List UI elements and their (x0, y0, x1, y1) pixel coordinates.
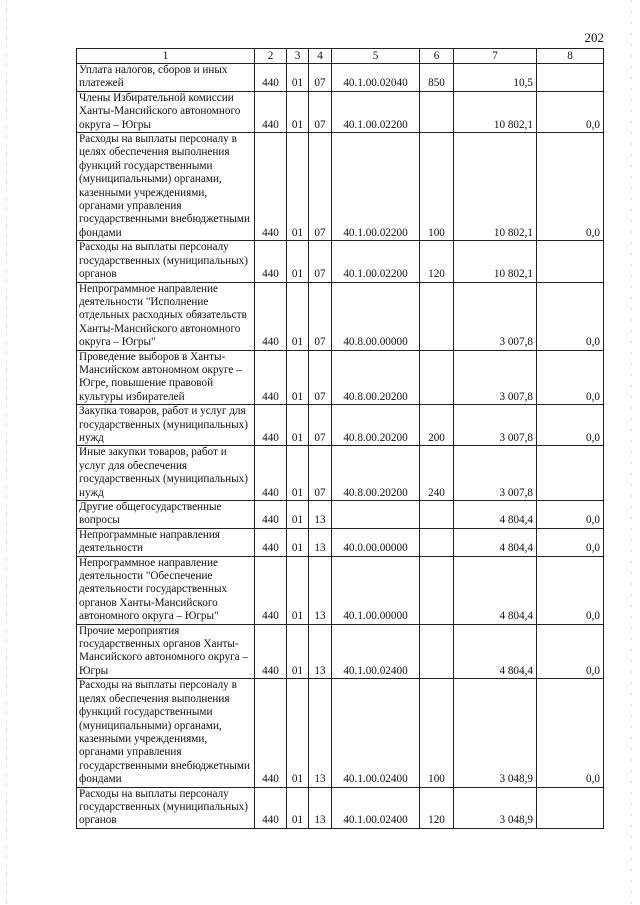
cell-amount-federal (537, 64, 604, 92)
header-row (77, 49, 604, 64)
cell-section: 01 (287, 350, 309, 405)
scan-edge-right (631, 0, 632, 905)
cell-ministry: 440 (255, 405, 287, 446)
row-name: Расходы на выплаты персоналу государственных (муниципальных) органов (77, 787, 255, 828)
table-row (77, 91, 604, 132)
table-body (77, 64, 604, 829)
cell-amount: 10 802,1 (454, 133, 537, 241)
cell-section: 01 (287, 787, 309, 828)
cell-subsection: 07 (309, 405, 332, 446)
cell-section: 01 (287, 624, 309, 679)
cell-amount-federal: 0,0 (537, 405, 604, 446)
table-row (77, 133, 604, 241)
cell-amount-federal (537, 446, 604, 501)
row-name: Расходы на выплаты персоналу в целях обеспечения выполнения функций государственными (муниципальными) органами, казенными учреждениями, органами управления государственными внебюджетными фондами (77, 133, 255, 241)
cell-subsection: 07 (309, 241, 332, 282)
cell-amount-federal: 0,0 (537, 350, 604, 405)
cell-target-item: 40.8.00.20200 (332, 350, 420, 405)
row-name: Члены Избирательной комиссии Ханты-Мансийского автономного округа – Югры (77, 91, 255, 132)
cell-amount: 3 048,9 (454, 787, 537, 828)
table-row (77, 405, 604, 446)
table-row (77, 350, 604, 405)
table-row (77, 556, 604, 624)
cell-amount: 3 007,8 (454, 282, 537, 350)
cell-amount: 4 804,4 (454, 556, 537, 624)
row-name: Прочие мероприятия государственных органов Ханты-Мансийского автономного округа – Югры (77, 624, 255, 679)
row-name: Уплата налогов, сборов и иных платежей (77, 64, 255, 92)
col-header: 7 (454, 49, 537, 64)
cell-section: 01 (287, 679, 309, 787)
table-row (77, 501, 604, 529)
cell-ministry: 440 (255, 241, 287, 282)
row-name: Закупка товаров, работ и услуг для государственных (муниципальных) нужд (77, 405, 255, 446)
cell-amount-federal: 0,0 (537, 556, 604, 624)
cell-expense-type (420, 350, 454, 405)
cell-amount: 3 007,8 (454, 350, 537, 405)
row-name: Непрограммное направление деятельности "Исполнение отдельных расходных обязательств Ханты-Мансийского автономного округа – Югры" (77, 282, 255, 350)
cell-expense-type: 200 (420, 405, 454, 446)
cell-target-item: 40.1.00.02200 (332, 91, 420, 132)
cell-expense-type: 100 (420, 133, 454, 241)
cell-amount-federal: 0,0 (537, 282, 604, 350)
cell-expense-type (420, 282, 454, 350)
cell-target-item: 40.1.00.02200 (332, 241, 420, 282)
cell-target-item: 40.1.00.02200 (332, 133, 420, 241)
cell-amount: 4 804,4 (454, 528, 537, 556)
table-row (77, 282, 604, 350)
cell-amount: 3 007,8 (454, 405, 537, 446)
row-name: Расходы на выплаты персоналу государственных (муниципальных) органов (77, 241, 255, 282)
cell-ministry: 440 (255, 91, 287, 132)
cell-target-item: 40.0.00.00000 (332, 528, 420, 556)
cell-ministry: 440 (255, 282, 287, 350)
cell-subsection: 07 (309, 133, 332, 241)
cell-ministry: 440 (255, 679, 287, 787)
cell-amount-federal: 0,0 (537, 528, 604, 556)
cell-section: 01 (287, 501, 309, 529)
cell-section: 01 (287, 556, 309, 624)
col-header: 3 (287, 49, 309, 64)
col-header: 8 (537, 49, 604, 64)
cell-expense-type: 100 (420, 679, 454, 787)
cell-ministry: 440 (255, 501, 287, 529)
cell-ministry: 440 (255, 64, 287, 92)
table-row (77, 624, 604, 679)
table-row (77, 787, 604, 828)
cell-section: 01 (287, 91, 309, 132)
cell-subsection: 07 (309, 446, 332, 501)
col-header: 1 (77, 49, 255, 64)
cell-expense-type: 850 (420, 64, 454, 92)
cell-target-item: 40.8.00.20200 (332, 405, 420, 446)
cell-amount-federal: 0,0 (537, 501, 604, 529)
row-name: Непрограммные направления деятельности (77, 528, 255, 556)
cell-amount: 10 802,1 (454, 91, 537, 132)
cell-amount: 3 007,8 (454, 446, 537, 501)
cell-subsection: 07 (309, 64, 332, 92)
cell-ministry: 440 (255, 133, 287, 241)
cell-section: 01 (287, 241, 309, 282)
cell-amount-federal: 0,0 (537, 91, 604, 132)
cell-amount-federal (537, 241, 604, 282)
table-row (77, 241, 604, 282)
cell-ministry: 440 (255, 787, 287, 828)
cell-subsection: 07 (309, 350, 332, 405)
col-header: 5 (332, 49, 420, 64)
cell-expense-type (420, 624, 454, 679)
cell-amount: 4 804,4 (454, 501, 537, 529)
cell-target-item: 40.1.00.02400 (332, 624, 420, 679)
cell-subsection: 13 (309, 679, 332, 787)
budget-table (76, 48, 604, 829)
cell-ministry: 440 (255, 350, 287, 405)
cell-target-item: 40.1.00.02400 (332, 787, 420, 828)
cell-section: 01 (287, 528, 309, 556)
cell-subsection: 13 (309, 787, 332, 828)
cell-subsection: 13 (309, 556, 332, 624)
cell-expense-type: 120 (420, 241, 454, 282)
cell-expense-type (420, 91, 454, 132)
table-row (77, 528, 604, 556)
table-row (77, 64, 604, 92)
row-name: Проведение выборов в Ханты-Мансийском автономном округе – Югре, повышение правовой культуры избирателей (77, 350, 255, 405)
cell-ministry: 440 (255, 446, 287, 501)
cell-section: 01 (287, 64, 309, 92)
cell-target-item: 40.1.00.02400 (332, 679, 420, 787)
cell-ministry: 440 (255, 624, 287, 679)
cell-section: 01 (287, 446, 309, 501)
row-name: Другие общегосударственные вопросы (77, 501, 255, 529)
col-header: 6 (420, 49, 454, 64)
cell-expense-type (420, 528, 454, 556)
cell-expense-type: 240 (420, 446, 454, 501)
cell-amount-federal: 0,0 (537, 133, 604, 241)
row-name: Иные закупки товаров, работ и услуг для обеспечения государственных (муниципальных) нужд (77, 446, 255, 501)
cell-target-item: 40.1.00.00000 (332, 556, 420, 624)
cell-amount: 3 048,9 (454, 679, 537, 787)
cell-subsection: 13 (309, 501, 332, 529)
cell-subsection: 13 (309, 528, 332, 556)
cell-ministry: 440 (255, 556, 287, 624)
cell-amount: 10 802,1 (454, 241, 537, 282)
table-row (77, 446, 604, 501)
cell-section: 01 (287, 133, 309, 241)
cell-section: 01 (287, 282, 309, 350)
table-row (77, 679, 604, 787)
cell-expense-type (420, 556, 454, 624)
cell-target-item (332, 501, 420, 529)
cell-amount: 10,5 (454, 64, 537, 92)
cell-amount: 4 804,4 (454, 624, 537, 679)
row-name: Расходы на выплаты персоналу в целях обеспечения выполнения функций государственными (муниципальными) органами, казенными учреждениями, органами управления государственными внебюджетными фондами (77, 679, 255, 787)
col-header: 4 (309, 49, 332, 64)
cell-amount-federal: 0,0 (537, 679, 604, 787)
row-name: Непрограммное направление деятельности "Обеспечение деятельности государственных органов Ханты-Мансийского автономного округа – Югры" (77, 556, 255, 624)
scan-edge-left (6, 0, 7, 905)
cell-amount-federal: 0,0 (537, 624, 604, 679)
cell-ministry: 440 (255, 528, 287, 556)
cell-target-item: 40.1.00.02040 (332, 64, 420, 92)
page-number: 202 (584, 30, 604, 45)
cell-expense-type (420, 501, 454, 529)
cell-section: 01 (287, 405, 309, 446)
cell-subsection: 07 (309, 91, 332, 132)
col-header: 2 (255, 49, 287, 64)
cell-subsection: 07 (309, 282, 332, 350)
cell-amount-federal (537, 787, 604, 828)
cell-target-item: 40.8.00.20200 (332, 446, 420, 501)
cell-expense-type: 120 (420, 787, 454, 828)
cell-subsection: 13 (309, 624, 332, 679)
cell-target-item: 40.8.00.00000 (332, 282, 420, 350)
